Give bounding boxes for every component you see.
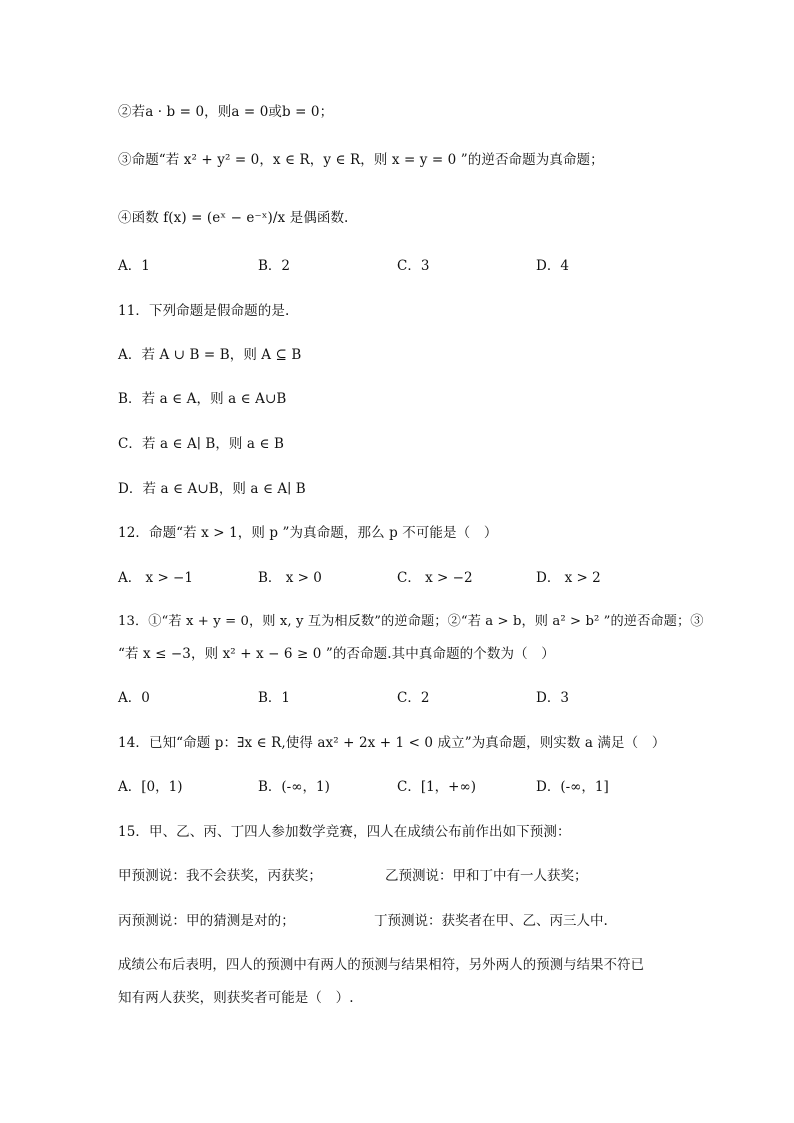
q12-option-c: C． x > −2 (397, 570, 473, 586)
q11-option-a: A．若 A ∪ B = B，则 A ⊆ B (118, 347, 302, 363)
statement-3: ③命题“若 x² + y² = 0，x ∈ R，y ∈ R，则 x = y = 0 ”的逆否命题为真命题； (118, 152, 604, 168)
q11-option-b: B．若 a ∈ A，则 a ∈ A∪B (118, 391, 287, 407)
q10-option-a: A．1 (118, 258, 150, 274)
q14-option-a: A．[0，1) (118, 779, 183, 795)
q14-option-c: C．[1，+∞) (397, 779, 477, 795)
q15-ding-prediction: 丁预测说：获奖者在甲、乙、丙三人中. (374, 913, 608, 929)
q12-stem: 12．命题“若 x > 1，则 p ”为真命题，那么 p 不可能是（ ） (118, 525, 498, 541)
statement-2: ②若a · b = 0，则a = 0或b = 0； (118, 104, 334, 120)
q12-option-b: B． x > 0 (258, 570, 322, 586)
q11-stem: 11．下列命题是假命题的是. (118, 303, 290, 319)
q10-option-d: D．4 (536, 258, 569, 274)
q15-yi-prediction: 乙预测说：甲和丁中有一人获奖； (385, 868, 588, 884)
q10-option-b: B．2 (258, 258, 291, 274)
q11-option-d: D．若 a ∈ A∪B，则 a ∈ A∣ B (118, 481, 306, 497)
q14-option-d: D．(-∞，1] (536, 779, 609, 795)
q15-jia-prediction: 甲预测说：我不会获奖，丙获奖； (118, 868, 322, 884)
q13-option-b: B．1 (258, 690, 291, 706)
q13-option-c: C．2 (397, 690, 430, 706)
q12-option-d: D． x > 2 (536, 570, 601, 586)
q12-option-a: A． x > −1 (118, 570, 193, 586)
q13-stem-line2: “若 x ≤ −3，则 x² + x − 6 ≥ 0 ”的否命题.其中真命题的个数为（ ） (118, 646, 555, 662)
q13-stem-line1: 13．①“若 x + y = 0，则 x, y 互为相反数”的逆命题；②“若 a > b，则 a² > b² ”的逆否命题；③ (118, 614, 704, 629)
q14-option-b: B．(-∞，1) (258, 779, 330, 795)
q15-stem: 15．甲、乙、丙、丁四人参加数学竞赛，四人在成绩公布前作出如下预测： (118, 824, 571, 840)
q14-stem: 14．已知“命题 p：∃x ∈ R,使得 ax² + 2x + 1 < 0 成立”为真命题，则实数 a 满足（ ） (118, 735, 666, 751)
statement-4: ④函数 f(x) = (eˣ − e⁻ˣ)/x 是偶函数. (118, 210, 349, 226)
q13-option-d: D．3 (536, 690, 569, 706)
q15-result-line1: 成绩公布后表明，四人的预测中有两人的预测与结果相符，另外两人的预测与结果不符已 (118, 958, 645, 973)
q10-option-c: C．3 (397, 258, 430, 274)
q15-bing-prediction: 丙预测说：甲的猜测是对的； (118, 913, 295, 929)
q13-option-a: A．0 (118, 690, 150, 706)
q11-option-c: C．若 a ∈ A∣ B，则 a ∈ B (118, 436, 284, 452)
q15-result-line2: 知有两人获奖，则获奖者可能是（ ）. (118, 990, 354, 1006)
